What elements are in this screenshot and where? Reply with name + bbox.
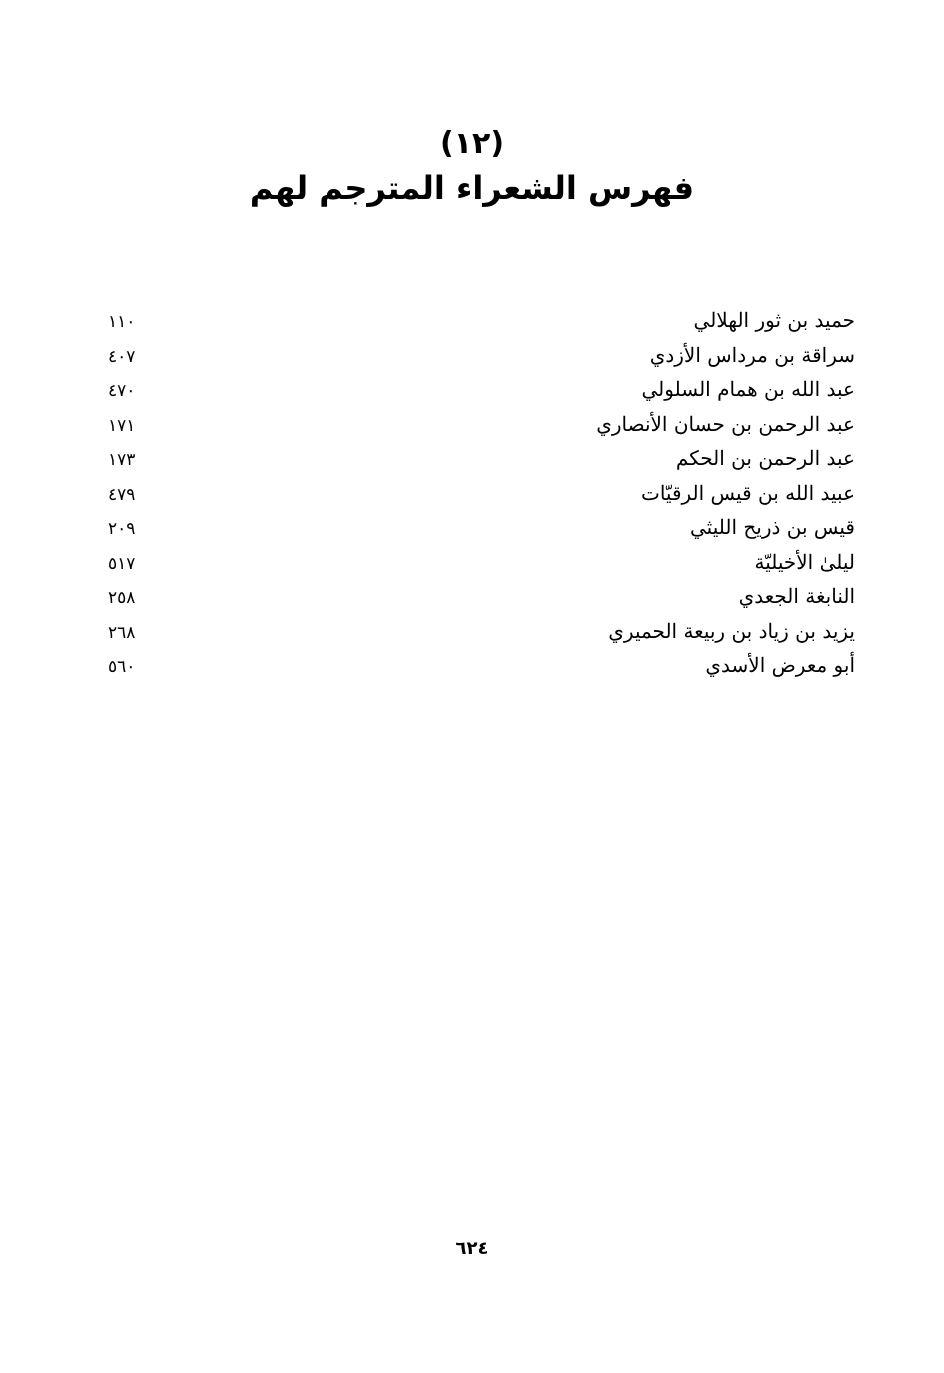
page-reference: ٢٦٨ (108, 622, 136, 643)
poet-index-list (100, 305, 855, 685)
list-item (100, 478, 855, 513)
list-item (100, 616, 855, 651)
poet-name: حميد بن ثور الهلالي (693, 308, 855, 332)
page-reference: ٢٠٩ (108, 519, 136, 539)
poet-name: سراقة بن مرداس الأزدي (649, 342, 855, 367)
page-reference: ١٧٣ (108, 450, 136, 470)
page-number: ٦٢٤ (455, 1238, 489, 1259)
list-item (100, 305, 855, 340)
poet-name: عبد الرحمن بن حسان الأنصاري (596, 411, 855, 436)
poet-name: أبو معرض الأسدي (705, 653, 855, 677)
page-reference: ١١٠ (108, 312, 136, 332)
poet-name: عبد الله بن همام السلولي (641, 377, 855, 401)
poet-name: قيس بن ذريح الليثي (689, 515, 855, 539)
list-item (100, 443, 855, 478)
list-item (100, 374, 855, 409)
page-reference: ٥٦٠ (108, 657, 136, 677)
page-reference: ١٧١ (108, 415, 136, 436)
page-reference: ٤٧٩ (108, 484, 136, 505)
poet-name: عبد الرحمن بن الحكم (675, 446, 855, 470)
page-reference: ٤٧٠ (108, 381, 136, 401)
list-item (100, 650, 855, 685)
poet-name: عبيد الله بن قيس الرقيّات (640, 480, 855, 505)
page-reference: ٤٠٧ (108, 346, 136, 367)
poet-name: يزيد بن زياد بن ربيعة الحميري (608, 618, 855, 643)
page-title: فهرس الشعراء المترجم لهم (249, 169, 695, 207)
list-item (100, 340, 855, 375)
poet-name: ليلىٰ الأخيليّة (754, 549, 855, 574)
list-item (100, 512, 855, 547)
list-item (100, 547, 855, 582)
list-item (100, 581, 855, 616)
list-item (100, 409, 855, 444)
section-number: (١٢) (439, 126, 505, 161)
page-reference: ٢٥٨ (108, 588, 136, 608)
poet-name: النابغة الجعدي (738, 584, 855, 608)
page-reference: ٥١٧ (108, 553, 136, 574)
